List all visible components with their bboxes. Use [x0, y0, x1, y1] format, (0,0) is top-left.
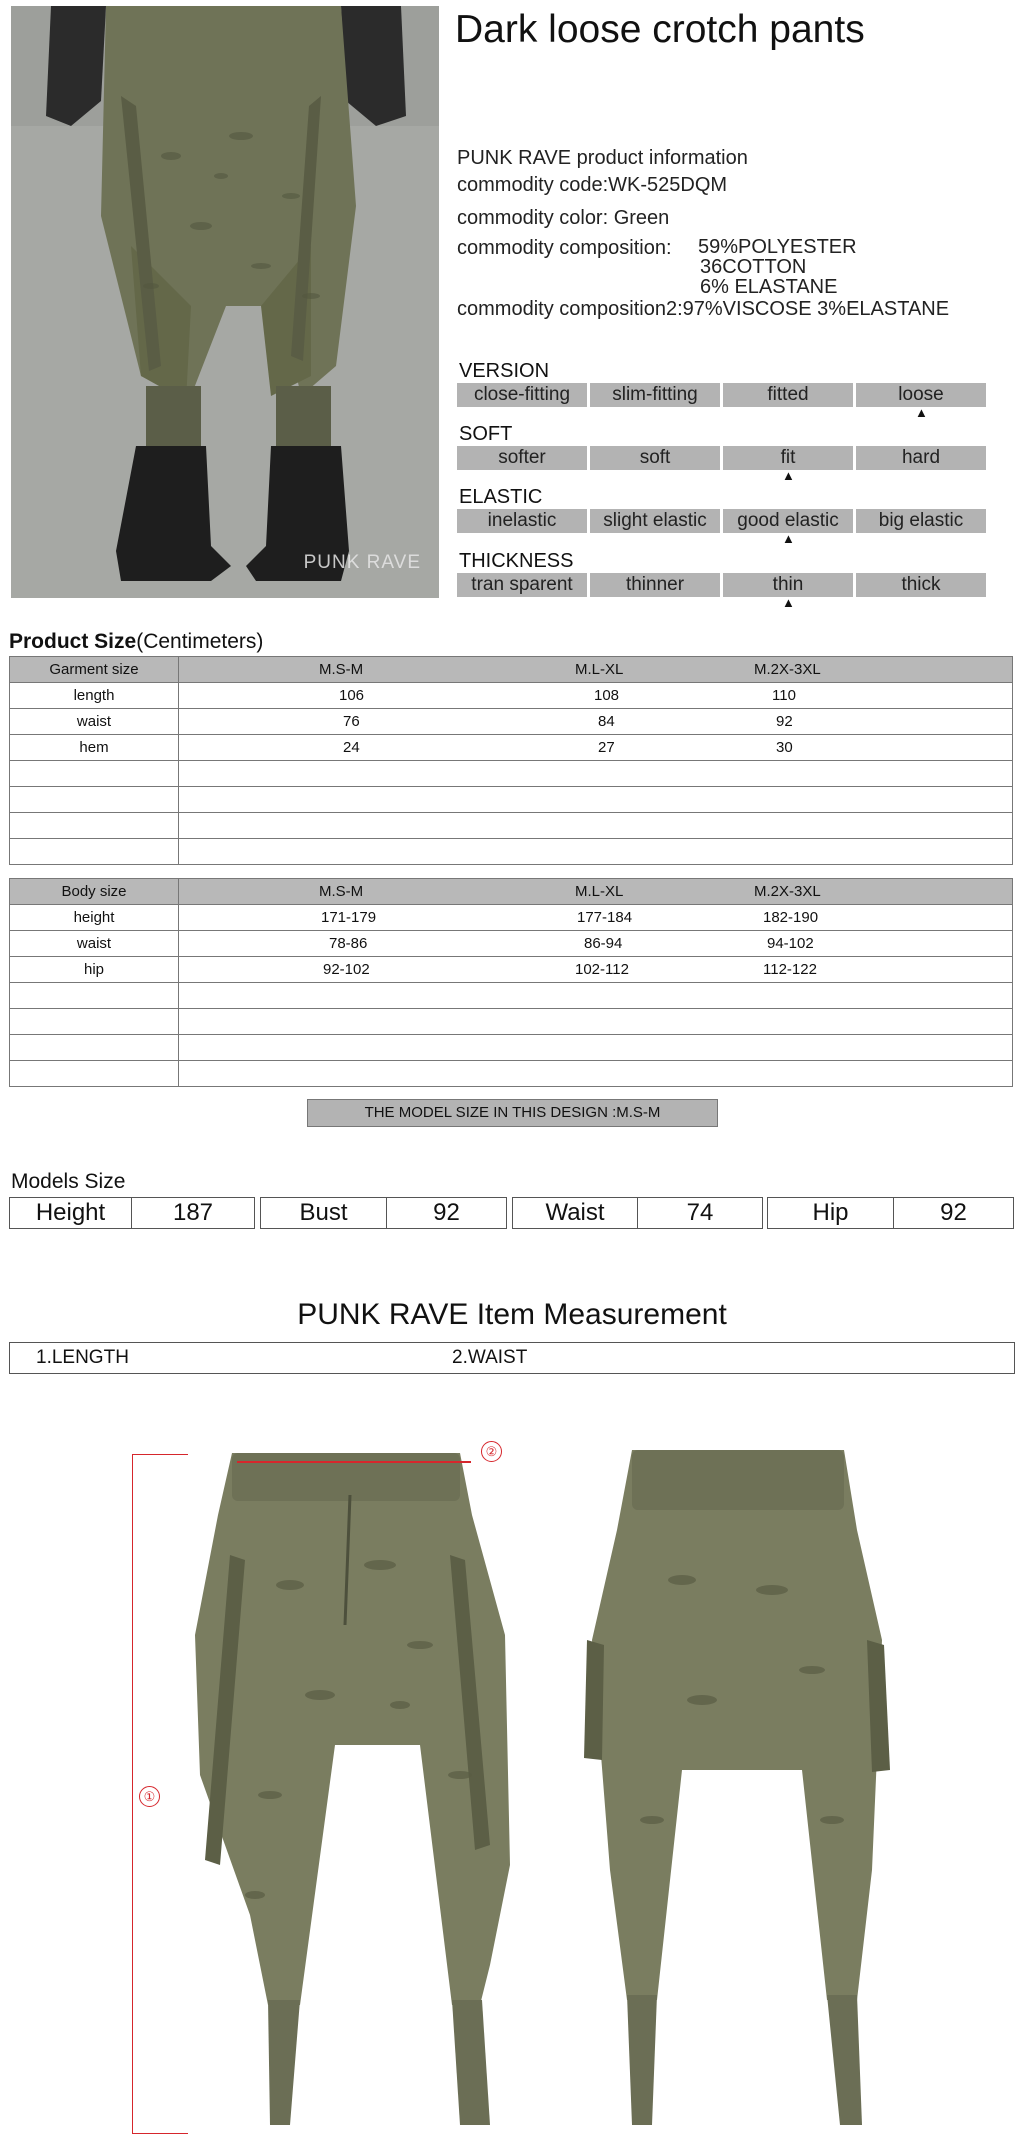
- commodity-color-label: commodity color:: [457, 207, 609, 229]
- table-cell: 78-86: [329, 935, 368, 952]
- measurement-title: PUNK RAVE Item Measurement: [297, 1298, 727, 1331]
- row-label: waist: [10, 931, 179, 957]
- row-values: [179, 957, 1013, 983]
- table-row-empty: [10, 839, 1013, 865]
- measurement-item: 2.WAIST: [452, 1347, 528, 1368]
- models-size-row: [9, 1197, 1015, 1229]
- row-label: waist: [10, 709, 179, 735]
- table-row: [10, 931, 1013, 957]
- row-values: [179, 931, 1013, 957]
- commodity-composition-label: commodity composition:: [457, 237, 672, 259]
- commodity-code: [457, 174, 727, 196]
- scale-option: tran sparent: [457, 573, 587, 597]
- thickness-label: THICKNESS: [459, 550, 574, 572]
- table-header-values: [179, 879, 1013, 905]
- table-row-empty: [10, 1009, 1013, 1035]
- commodity-code-label: commodity code:: [457, 174, 609, 196]
- waist-marker: ②: [481, 1441, 502, 1462]
- length-guide-line: [132, 1454, 133, 2133]
- soft-scale: [457, 446, 988, 483]
- length-guide-bottom: [132, 2133, 188, 2134]
- commodity-code-value: WK-525DQM: [608, 174, 728, 196]
- version-label: VERSION: [459, 360, 550, 382]
- back-pants-image: [572, 1440, 902, 2135]
- scale-option: thinner: [590, 573, 720, 597]
- table-row: [10, 683, 1013, 709]
- table-cell: 76: [343, 713, 360, 730]
- scale-option: thick: [856, 573, 986, 597]
- table-header-row: [10, 657, 1013, 683]
- table-header-cell: M.2X-3XL: [754, 661, 821, 678]
- elastic-scale: [457, 509, 988, 546]
- scale-option: slim-fitting: [590, 383, 720, 407]
- scale-option-selected: thin: [723, 573, 853, 597]
- commodity-composition2-value: 97%VISCOSE 3%ELASTANE: [682, 298, 950, 320]
- row-label: hem: [10, 735, 179, 761]
- garment-size-table: [9, 656, 1013, 865]
- product-hero-image: [11, 6, 439, 598]
- model-measure-value: 92: [940, 1199, 967, 1226]
- row-values: [179, 905, 1013, 931]
- scale-option-selected: loose: [856, 383, 986, 407]
- model-measure-box: [9, 1197, 255, 1229]
- table-header-cell: M.S-M: [319, 883, 364, 900]
- composition-line: 36COTTON: [700, 256, 807, 278]
- table-row-empty: [10, 787, 1013, 813]
- table-cell: 108: [594, 687, 620, 704]
- scale-option: big elastic: [856, 509, 986, 533]
- product-size-unit: (Centimeters): [136, 630, 264, 653]
- table-header-cell: M.L-XL: [575, 661, 624, 678]
- table-cell: 84: [598, 713, 615, 730]
- scale-option-selected: fit: [723, 446, 853, 470]
- table-header-cell: M.S-M: [319, 661, 364, 678]
- model-wearing-pants-illustration: [11, 6, 439, 598]
- model-measure-box: [260, 1197, 507, 1229]
- table-row-empty: [10, 1035, 1013, 1061]
- model-measure-name: Waist: [545, 1199, 605, 1226]
- scale-option: close-fitting: [457, 383, 587, 407]
- length-marker: ①: [139, 1786, 160, 1807]
- table-cell: 86-94: [584, 935, 623, 952]
- scale-option-selected: good elastic: [723, 509, 853, 533]
- scale-option: fitted: [723, 383, 853, 407]
- elastic-label: ELASTIC: [459, 486, 543, 508]
- table-cell: 92: [776, 713, 793, 730]
- model-size-note: THE MODEL SIZE IN THIS DESIGN :M.S-M: [307, 1099, 718, 1127]
- table-cell: 112-122: [763, 961, 817, 978]
- length-guide-top: [132, 1454, 188, 1455]
- commodity-composition2-label: commodity composition2:: [457, 298, 683, 320]
- version-scale: [457, 383, 988, 420]
- commodity-composition-values: [698, 237, 857, 297]
- selection-marker-icon: ▲: [782, 468, 795, 483]
- thickness-scale: [457, 573, 988, 610]
- scale-option: hard: [856, 446, 986, 470]
- table-header-cell: Body size: [10, 879, 179, 905]
- scale-option: inelastic: [457, 509, 587, 533]
- row-values: [179, 735, 1013, 761]
- scale-option: slight elastic: [590, 509, 720, 533]
- model-measure-value: 187: [172, 1199, 214, 1226]
- row-label: height: [10, 905, 179, 931]
- table-header-cell: M.L-XL: [575, 883, 624, 900]
- table-cell: 102-112: [575, 961, 629, 978]
- model-measure-value: 92: [433, 1199, 460, 1226]
- table-row: [10, 905, 1013, 931]
- table-cell: 27: [598, 739, 615, 756]
- table-header-values: [179, 657, 1013, 683]
- scale-option: softer: [457, 446, 587, 470]
- scale-option: soft: [590, 446, 720, 470]
- table-cell: 24: [343, 739, 360, 756]
- model-measure-name: Height: [35, 1199, 106, 1226]
- table-cell: 106: [339, 687, 365, 704]
- selection-marker-icon: ▲: [782, 595, 795, 610]
- composition-line: 59%POLYESTER: [698, 236, 857, 258]
- body-size-table: [9, 878, 1013, 1087]
- composition-line: 6% ELASTANE: [700, 276, 838, 298]
- table-cell: 94-102: [767, 935, 814, 952]
- table-header-row: [10, 879, 1013, 905]
- table-cell: 177-184: [577, 909, 633, 926]
- model-measure-box: [512, 1197, 763, 1229]
- table-cell: 171-179: [321, 909, 377, 926]
- model-measure-value: 74: [686, 1199, 714, 1226]
- row-label: hip: [10, 957, 179, 983]
- commodity-color-value: Green: [613, 207, 670, 229]
- table-row: [10, 735, 1013, 761]
- table-row-empty: [10, 813, 1013, 839]
- waist-guide-line: [237, 1461, 471, 1463]
- table-row: [10, 957, 1013, 983]
- hero-watermark: PUNK RAVE: [303, 552, 421, 573]
- table-cell: 110: [772, 687, 796, 704]
- table-row-empty: [10, 983, 1013, 1009]
- row-values: [179, 683, 1013, 709]
- selection-marker-icon: ▲: [915, 405, 928, 420]
- measurement-legend: [9, 1342, 1015, 1374]
- table-cell: 92-102: [323, 961, 370, 978]
- models-size-label: Models Size: [11, 1170, 126, 1193]
- product-size-heading: [9, 630, 263, 654]
- table-row-empty: [10, 1061, 1013, 1087]
- info-heading: PUNK RAVE product information: [457, 147, 748, 169]
- table-cell: 30: [776, 739, 793, 756]
- table-row: [10, 709, 1013, 735]
- soft-label: SOFT: [459, 423, 513, 445]
- table-header-cell: Garment size: [10, 657, 179, 683]
- model-measure-box: [767, 1197, 1014, 1229]
- table-row-empty: [10, 761, 1013, 787]
- model-measure-name: Hip: [812, 1199, 849, 1226]
- row-label: length: [10, 683, 179, 709]
- commodity-composition2: [457, 298, 949, 320]
- product-size-title: Product Size: [9, 630, 137, 653]
- selection-marker-icon: ▲: [782, 531, 795, 546]
- commodity-color: [457, 207, 669, 229]
- measurement-item: 1.LENGTH: [36, 1347, 129, 1368]
- model-measure-name: Bust: [299, 1199, 348, 1226]
- table-cell: 182-190: [763, 909, 819, 926]
- front-pants-image: [160, 1445, 520, 2135]
- row-values: [179, 709, 1013, 735]
- product-title: Dark loose crotch pants: [455, 8, 865, 51]
- table-header-cell: M.2X-3XL: [754, 883, 821, 900]
